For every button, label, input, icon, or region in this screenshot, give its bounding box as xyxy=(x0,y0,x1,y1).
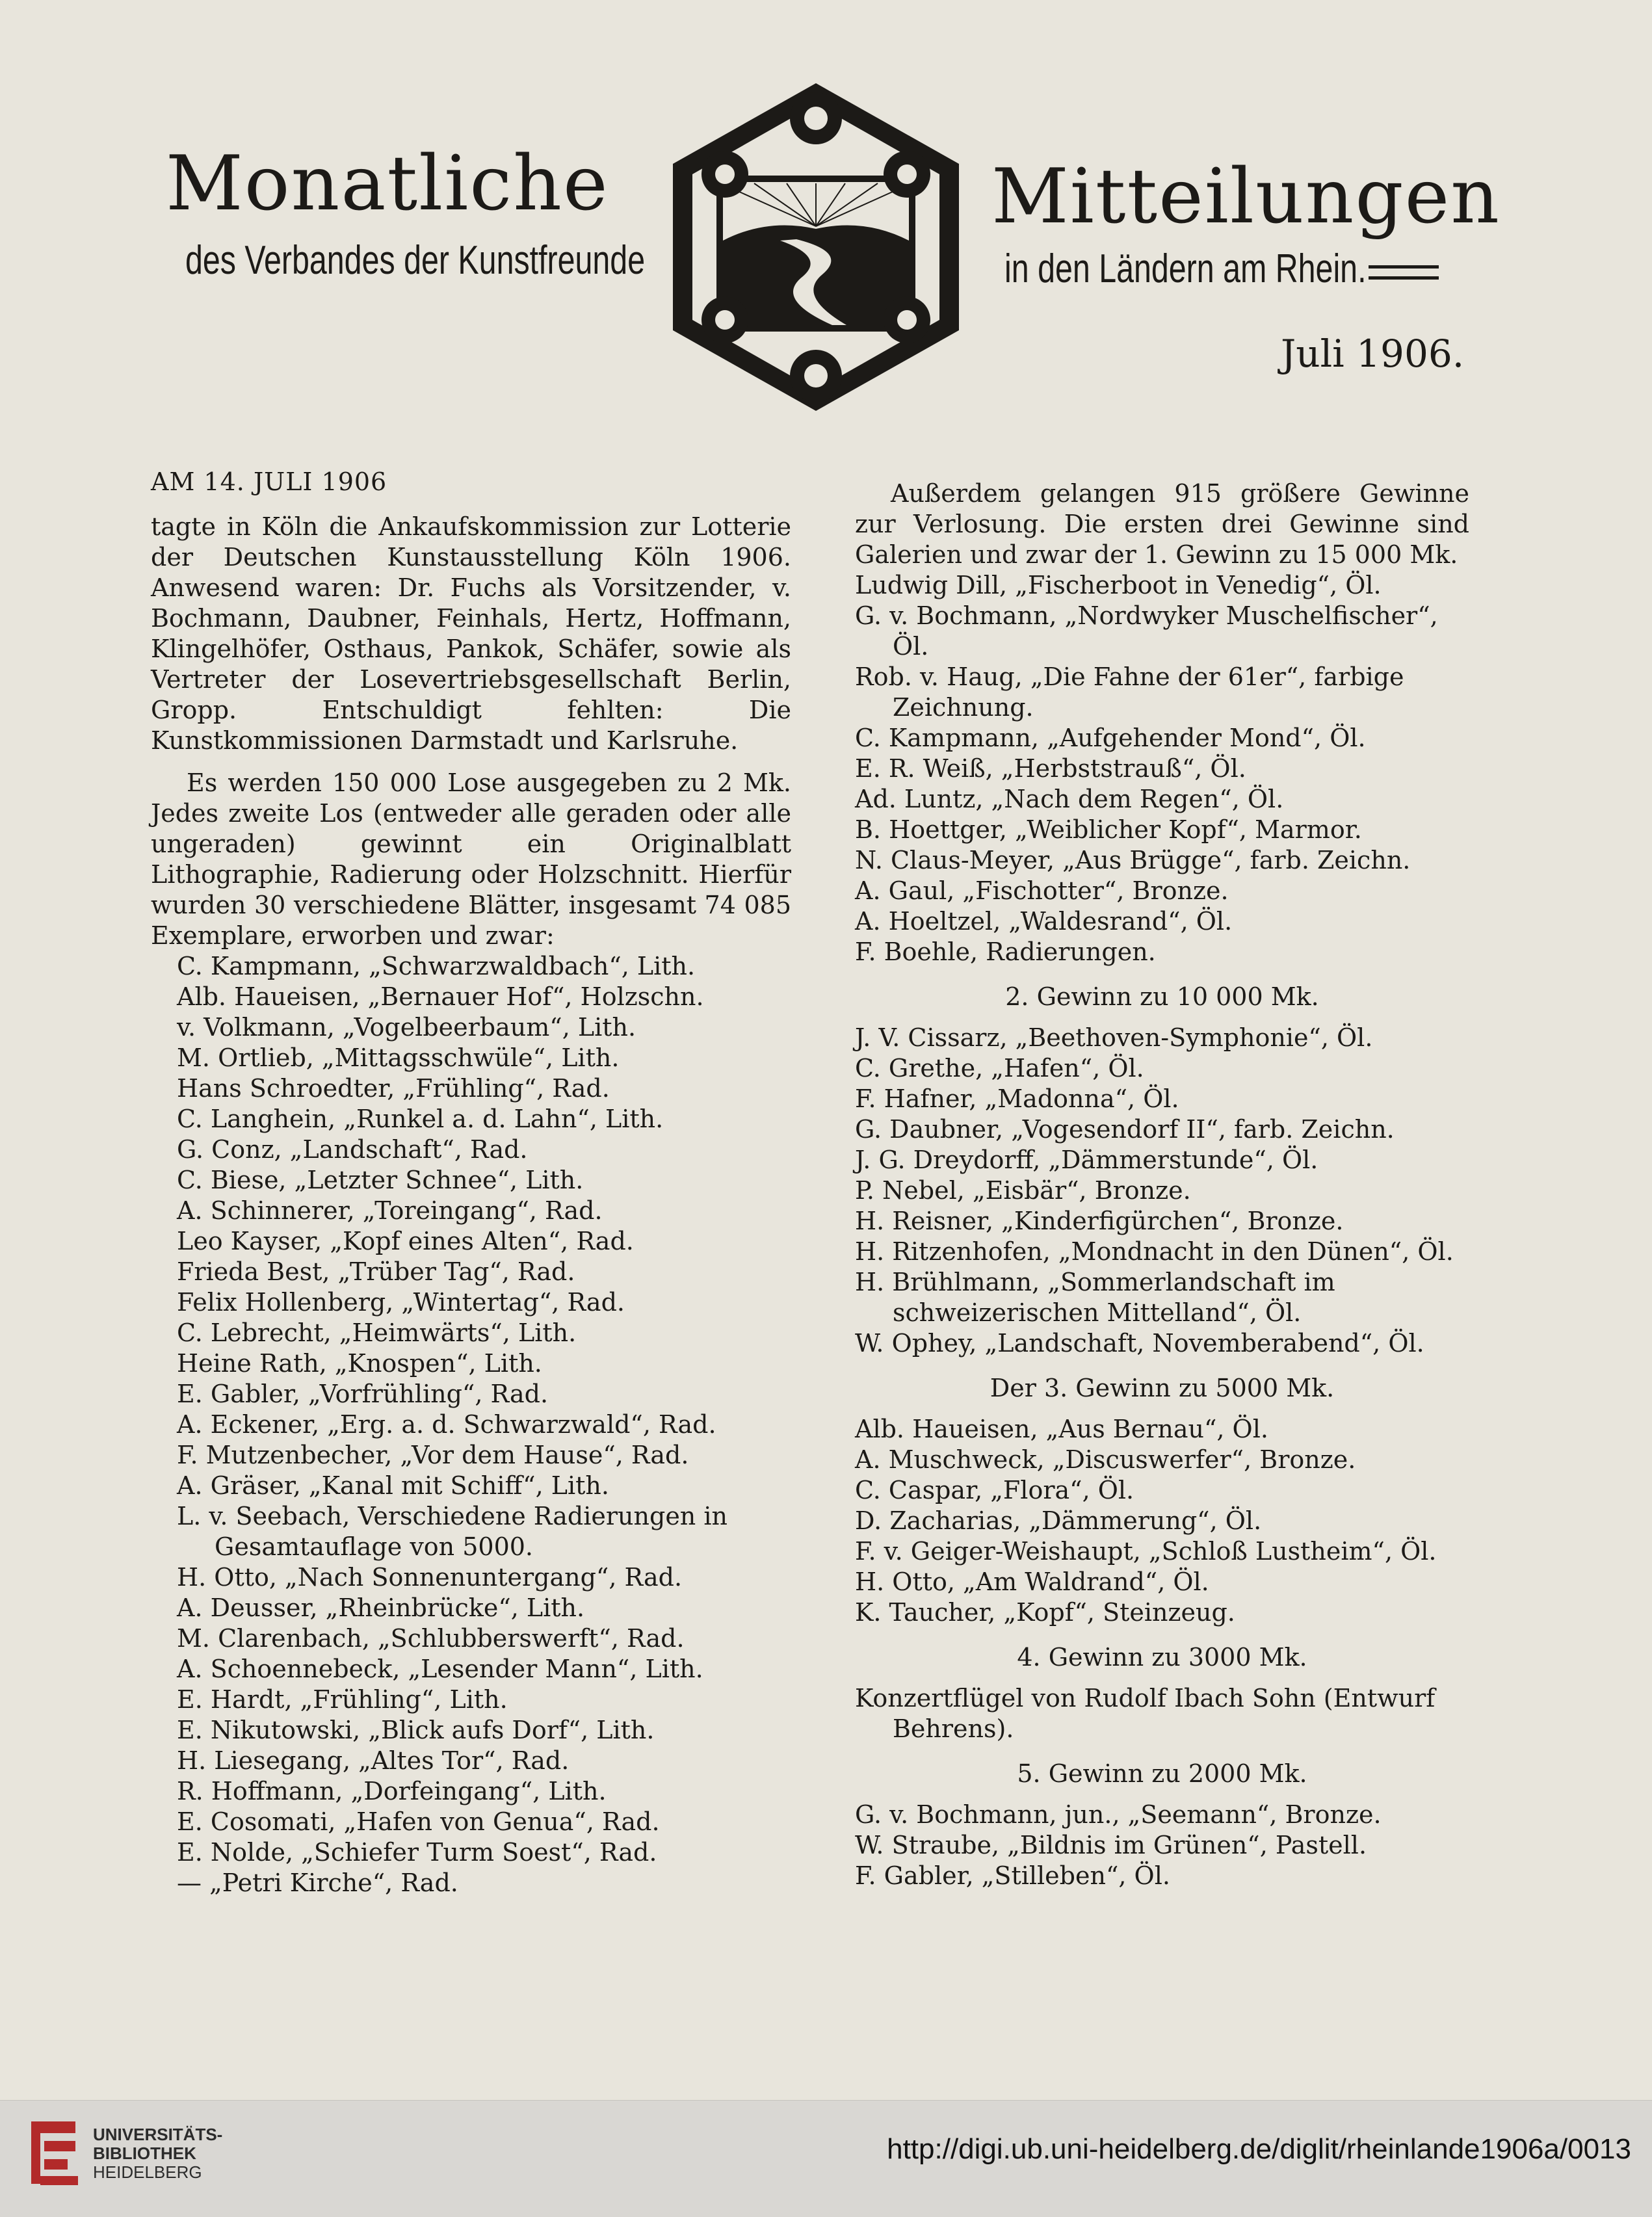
print-list xyxy=(151,951,791,1898)
logo-line: BIBLIOTHEK xyxy=(93,2144,196,2163)
list-item: C. Grethe, „Hafen“, Öl. xyxy=(855,1054,1144,1082)
list-item: A. Eckener, „Erg. a. d. Schwarzwald“, Rad. xyxy=(177,1410,716,1439)
left-column xyxy=(151,467,791,1898)
list-item: Ad. Luntz, „Nach dem Regen“, Öl. xyxy=(855,785,1284,813)
list-item: H. Otto, „Am Waldrand“, Öl. xyxy=(855,1568,1209,1596)
list-item: A. Gaul, „Fischotter“, Bronze. xyxy=(855,876,1229,905)
list-item: H. Brühlmann, „Sommerlandschaft im schweizerischen Mittelland“, Öl. xyxy=(855,1268,1335,1327)
fourth-prize-list xyxy=(855,1683,1469,1744)
list-item: A. Gräser, „Kanal mit Schiff“, Lith. xyxy=(177,1471,609,1500)
list-item: Alb. Haueisen, „Aus Bernau“, Öl. xyxy=(855,1415,1268,1443)
list-item: A. Deusser, „Rheinbrücke“, Lith. xyxy=(177,1594,585,1622)
list-item: Leo Kayser, „Kopf eines Alten“, Rad. xyxy=(177,1227,634,1255)
emblem-logo-icon xyxy=(663,78,969,416)
list-item: C. Langhein, „Runkel a. d. Lahn“, Lith. xyxy=(177,1105,664,1133)
right-column xyxy=(855,479,1469,1891)
list-item: E. Hardt, „Frühling“, Lith. xyxy=(177,1685,508,1714)
list-item: A. Muschweck, „Discuswerfer“, Bronze. xyxy=(855,1445,1356,1474)
list-item: K. Taucher, „Kopf“, Steinzeug. xyxy=(855,1598,1235,1627)
list-item: Heine Rath, „Knospen“, Lith. xyxy=(177,1349,542,1378)
prizes-intro: Außerdem gelangen 915 größere Gewinne zur Verlosung. Die ersten drei Gewinne sind Galerien und zwar der 1. Gewinn zu 15 000 Mk. xyxy=(855,479,1469,569)
list-item: Rob. v. Haug, „Die Fahne der 61er“, farbige Zeichnung. xyxy=(855,662,1404,722)
list-item: C. Kampmann, „Schwarzwaldbach“, Lith. xyxy=(177,952,696,980)
list-item: D. Zacharias, „Dämmerung“, Öl. xyxy=(855,1506,1262,1535)
list-item: Alb. Haueisen, „Bernauer Hof“, Holzschn. xyxy=(177,982,704,1011)
list-item: H. Otto, „Nach Sonnenuntergang“, Rad. xyxy=(177,1563,683,1592)
third-prize-heading: Der 3. Gewinn zu 5000 Mk. xyxy=(990,1374,1335,1402)
list-item: G. Daubner, „Vogesendorf II“, farb. Zeichn. xyxy=(855,1115,1395,1144)
list-item: A. Schoennebeck, „Lesender Mann“, Lith. xyxy=(177,1655,703,1683)
list-item: v. Volkmann, „Vogelbeerbaum“, Lith. xyxy=(177,1013,636,1042)
university-library-logo-text xyxy=(93,2125,222,2182)
first-prize-list xyxy=(855,570,1469,967)
list-item: — „Petri Kirche“, Rad. xyxy=(177,1869,458,1897)
list-item: J. G. Dreydorff, „Dämmerstunde“, Öl. xyxy=(855,1146,1318,1174)
list-item: P. Nebel, „Eisbär“, Bronze. xyxy=(855,1176,1191,1205)
list-item: B. Hoettger, „Weiblicher Kopf“, Marmor. xyxy=(855,815,1362,844)
list-item: C. Lebrecht, „Heimwärts“, Lith. xyxy=(177,1318,577,1347)
list-item: E. Nikutowski, „Blick aufs Dorf“, Lith. xyxy=(177,1716,655,1744)
list-item: G. v. Bochmann, jun., „Seemann“, Bronze. xyxy=(855,1800,1382,1829)
list-item: E. R. Weiß, „Herbststrauß“, Öl. xyxy=(855,754,1246,783)
list-item: L. v. Seebach, Verschiedene Radierungen in Gesamtauflage von 5000. xyxy=(177,1502,728,1561)
issue-date: Juli 1906. xyxy=(1281,332,1465,376)
list-item: Frieda Best, „Trüber Tag“, Rad. xyxy=(177,1257,575,1286)
list-item: G. v. Bochmann, „Nordwyker Muschelfischer“, Öl. xyxy=(855,601,1438,661)
list-item: W. Straube, „Bildnis im Grünen“, Pastell. xyxy=(855,1831,1367,1859)
masthead-subtitle-left: des Verbandes der Kunstfreunde xyxy=(185,238,646,283)
list-item: C. Caspar, „Flora“, Öl. xyxy=(855,1476,1134,1504)
list-item: F. v. Geiger-Weishaupt, „Schloß Lustheim“, Öl. xyxy=(855,1537,1437,1566)
source-url-link[interactable]: http://digi.ub.uni-heidelberg.de/diglit/rheinlande1906a/0013 xyxy=(887,2133,1631,2165)
list-item: A. Schinnerer, „Toreingang“, Rad. xyxy=(177,1196,603,1225)
fifth-prize-heading: 5. Gewinn zu 2000 Mk. xyxy=(1017,1759,1307,1788)
list-item: Konzertflügel von Rudolf Ibach Sohn (Entwurf Behrens). xyxy=(855,1684,1436,1743)
fifth-prize-list xyxy=(855,1800,1469,1891)
list-item: F. Hafner, „Madonna“, Öl. xyxy=(855,1084,1179,1113)
double-rule xyxy=(1369,265,1439,280)
list-item: Felix Hollenberg, „Wintertag“, Rad. xyxy=(177,1288,625,1317)
fourth-prize-heading: 4. Gewinn zu 3000 Mk. xyxy=(1017,1643,1307,1672)
list-item: F. Boehle, Radierungen. xyxy=(855,938,1156,966)
list-item: W. Ophey, „Landschaft, Novemberabend“, Öl. xyxy=(855,1329,1424,1358)
list-item: M. Ortlieb, „Mittagsschwüle“, Lith. xyxy=(177,1043,620,1072)
list-item: J. V. Cissarz, „Beethoven-Symphonie“, Öl. xyxy=(855,1023,1373,1052)
list-item: A. Hoeltzel, „Waldesrand“, Öl. xyxy=(855,907,1233,936)
list-item: M. Clarenbach, „Schlubberswerft“, Rad. xyxy=(177,1624,685,1653)
logo-line: UNIVERSITÄTS- xyxy=(93,2125,223,2144)
second-prize-list xyxy=(855,1023,1469,1359)
list-item: H. Reisner, „Kinderfigürchen“, Bronze. xyxy=(855,1207,1344,1235)
list-item: C. Kampmann, „Aufgehender Mond“, Öl. xyxy=(855,724,1366,752)
third-prize-list xyxy=(855,1414,1469,1628)
university-library-logo-icon xyxy=(25,2115,85,2192)
masthead-title-right: Mitteilungen xyxy=(991,153,1501,241)
meeting-intro: tagte in Köln die Ankaufskommission zur Lotterie der Deutschen Kunstausstellung Köln 1906. Anwesend waren: Dr. Fuchs als Vorsitzender, v. Bochmann, Daubner, Feinhals, Hertz, Hoffmann, Klingelhöfer, Osthaus, Pankok, Schäfer, sowie als Vertreter der Losevertriebsgesellschaft Berlin, Gropp. Entschuldigt fehlten: Die Kunstkommissionen Darmstadt und Karlsruhe. xyxy=(151,512,791,755)
lottery-description: Es werden 150 000 Lose ausgegeben zu 2 Mk. Jedes zweite Los (entweder alle geraden oder alle ungeraden) gewinnt ein Originalblatt Lithographie, Radierung oder Holzschnitt. Hierfür wurden 30 verschiedene Blätter, insgesamt 74 085 Exemplare, erworben und zwar: xyxy=(151,768,791,950)
list-item: G. Conz, „Landschaft“, Rad. xyxy=(177,1135,528,1164)
list-item: N. Claus-Meyer, „Aus Brügge“, farb. Zeichn. xyxy=(855,846,1411,874)
list-item: F. Mutzenbecher, „Vor dem Hause“, Rad. xyxy=(177,1441,689,1469)
masthead-title-left: Monatliche xyxy=(166,140,609,228)
list-item: F. Gabler, „Stilleben“, Öl. xyxy=(855,1861,1170,1890)
list-item: R. Hoffmann, „Dorfeingang“, Lith. xyxy=(177,1777,607,1805)
logo-line: HEIDELBERG xyxy=(93,2162,202,2182)
list-item: H. Liesegang, „Altes Tor“, Rad. xyxy=(177,1746,570,1775)
list-item: H. Ritzenhofen, „Mondnacht in den Dünen“, Öl. xyxy=(855,1237,1454,1266)
list-item: E. Nolde, „Schiefer Turm Soest“, Rad. xyxy=(177,1838,657,1867)
footer-bar xyxy=(0,2100,1652,2217)
meeting-heading: AM 14. JULI 1906 xyxy=(151,467,387,496)
second-prize-heading: 2. Gewinn zu 10 000 Mk. xyxy=(1005,982,1319,1011)
list-item: E. Gabler, „Vorfrühling“, Rad. xyxy=(177,1380,549,1408)
list-item: C. Biese, „Letzter Schnee“, Lith. xyxy=(177,1166,584,1194)
list-item: Ludwig Dill, „Fischerboot in Venedig“, Öl. xyxy=(855,571,1382,599)
masthead-subtitle-right: in den Ländern am Rhein. xyxy=(1004,246,1367,291)
list-item: Hans Schroedter, „Frühling“, Rad. xyxy=(177,1074,610,1103)
list-item: E. Cosomati, „Hafen von Genua“, Rad. xyxy=(177,1807,660,1836)
